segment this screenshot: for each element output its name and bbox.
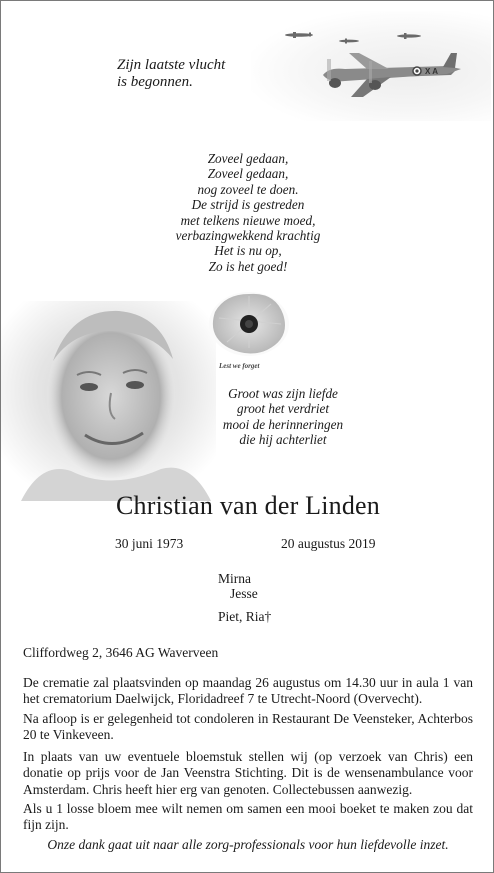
poem-line: Groot was zijn liefde: [228, 386, 338, 401]
motto-line: Zijn laatste vlucht: [117, 57, 226, 73]
motto: [117, 57, 225, 91]
poem-line: verbazingwekkend krachtig: [175, 228, 321, 244]
aircraft-illustration: [271, 23, 491, 113]
poppy-caption: Lest we forget: [219, 362, 260, 370]
thanks-note: Onze dank gaat uit naar alle zorg-professionals voor hun liefdevolle inzet.: [47, 837, 449, 852]
poem-bottom: [73, 386, 493, 448]
family-member: Mirna: [218, 571, 251, 586]
poem-line: mooi de herinneringen: [222, 416, 344, 432]
bomber-icon: [323, 53, 461, 97]
svg-text:X A: X A: [425, 67, 439, 76]
poem-line: die hij achterliet: [239, 432, 327, 448]
poem-line: De strijd is gestreden: [191, 197, 305, 213]
poem-line: groot het verdriet: [236, 401, 330, 417]
donation-paragraph: In plaats van uw eventuele bloemstuk stellen wij (op verzoek van Chris) een donatie op prijs voor de Jan Veenstra Stichting. Dit is de wensenambulance voor Amsterdam. Chris heeft hier erg van genoten. Collectebussen aanwezig.: [23, 749, 473, 797]
home-address: Cliffordweg 2, 3646 AG Waverveen: [23, 645, 219, 660]
ceremony-paragraph: De crematie zal plaatsvinden op maandag 26 augustus om 14.30 uur in aula 1 van het crematorium Daelwijck, Floridadreef 7 te Utrecht-Noord (Overvecht).: [23, 675, 473, 707]
poem-line: nog zoveel te doen.: [197, 181, 299, 197]
poem-line: Zoveel gedaan,: [207, 166, 289, 182]
poem-top: [1, 151, 494, 274]
condolence-paragraph: Na afloop is er gelegenheid tot condoleren in Restaurant De Veensteker, Achterbos 20 te Vinkeveen.: [23, 711, 473, 743]
flower-paragraph: Als u 1 losse bloem mee wilt nemen om samen een mooi boeket te maken zou dat fijn zijn.: [23, 801, 473, 833]
family-member: Jesse: [230, 586, 258, 601]
family-member: Piet, Ria†: [218, 609, 272, 624]
poem-line: Zoveel gedaan,: [207, 151, 289, 166]
death-date: 20 augustus 2019: [281, 536, 376, 551]
deceased-name: Christian van der Linden: [115, 491, 380, 520]
poem-line: Het is nu op,: [214, 243, 282, 259]
poem-line: Zo is het goed!: [208, 258, 288, 274]
motto-line: is begonnen.: [117, 74, 193, 90]
birth-date: 30 juni 1973: [115, 536, 184, 551]
poem-line: met telkens nieuwe moed,: [180, 212, 316, 228]
